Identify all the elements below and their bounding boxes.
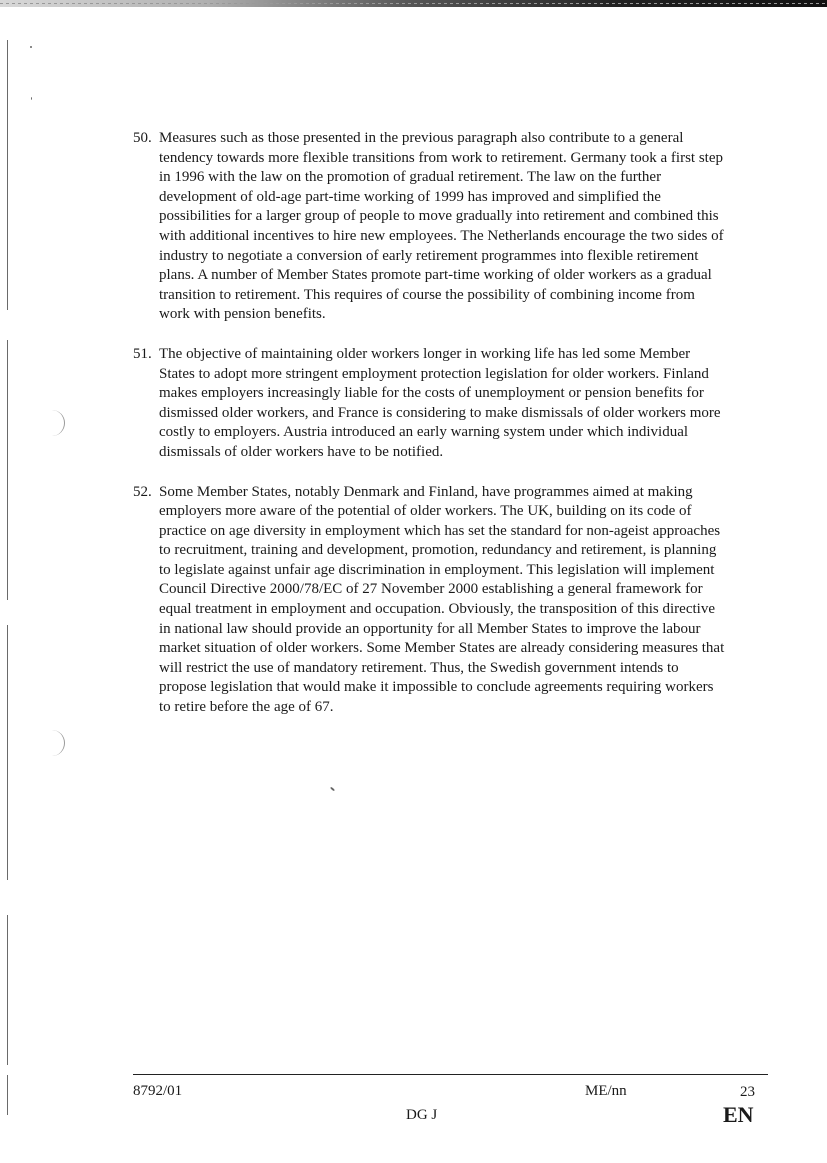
paragraph-52	[133, 483, 728, 718]
scan-left-edge-2	[7, 340, 8, 600]
footer-doc-number: 8792/01	[133, 1083, 183, 1099]
paragraph-text: The objective of maintaining older workers longer in working life has led some Member States to adopt more stringent employment protection legislation for older workers. Finland makes employers increasingly liable for the costs of unemployment or pension benefits for dismissed older workers, and France is considering to make dismissals of older workers more costly to employers. Austria introduced an early warning system under which individual dismissals of older workers have to be notified.	[159, 345, 721, 460]
document-body	[133, 129, 728, 738]
footer-initials: ME/nn	[585, 1083, 627, 1099]
scan-speck	[330, 787, 335, 792]
scan-left-edge-3	[7, 625, 8, 880]
scan-speck	[31, 97, 32, 100]
scan-speck	[30, 46, 32, 48]
paragraph-number: 51.	[133, 345, 152, 362]
scan-left-edge-5	[7, 1075, 8, 1115]
paragraph-51	[133, 345, 728, 463]
paragraph-text: Measures such as those presented in the previous paragraph also contribute to a general tendency towards more flexible transitions from work to retirement. Germany took a first step in 1996 with the law on the promotion of gradual retirement. The law on the further development of old-age part-time working of 1999 has improved and simplified the possibilities for a larger group of people to move gradually into retirement and combined this with additional incentives to hire new employees. The Netherlands encourage the two sides of industry to negotiate a conversion of early retirement programmes into flexible retirement plans. A number of Member States promote part-time working of older workers as a gradual transition to retirement. This requires of course the possibility of combining income from work with pension benefits.	[159, 130, 724, 323]
footer-directorate: DG J	[406, 1107, 438, 1123]
footer-page-number: 23	[740, 1084, 755, 1100]
paragraph-50	[133, 129, 728, 325]
scan-top-edge	[0, 0, 827, 7]
footer-rule	[133, 1074, 768, 1075]
scan-left-edge-1	[7, 40, 8, 310]
punch-hole-mark	[46, 410, 65, 436]
paragraph-text: Some Member States, notably Denmark and Finland, have programmes aimed at making employers more aware of the potential of older workers. The UK, building on its code of practice on age diversity in employment which has set the standard for non-ageist approaches to recruitment, training and development, promotion, redundancy and retirement, is planning to legislate against unfair age discrimination in employment. This legislation will implement Council Directive 2000/78/EC of 27 November 2000 establishing a general framework for equal treatment in employment and occupation. Obviously, the transposition of this directive in national law should provide an opportunity for all Member States to improve the labour market situation of older workers. Some Member States are already considering measures that will restrict the use of mandatory retirement. Thus, the Swedish government intends to propose legislation that would make it impossible to conclude agreements requiring workers to retire before the age of 67.	[159, 483, 725, 716]
footer-language: EN	[723, 1102, 754, 1127]
paragraph-number: 52.	[133, 483, 152, 500]
scan-left-edge-4	[7, 915, 8, 1065]
punch-hole-mark	[46, 730, 65, 756]
paragraph-number: 50.	[133, 130, 152, 146]
